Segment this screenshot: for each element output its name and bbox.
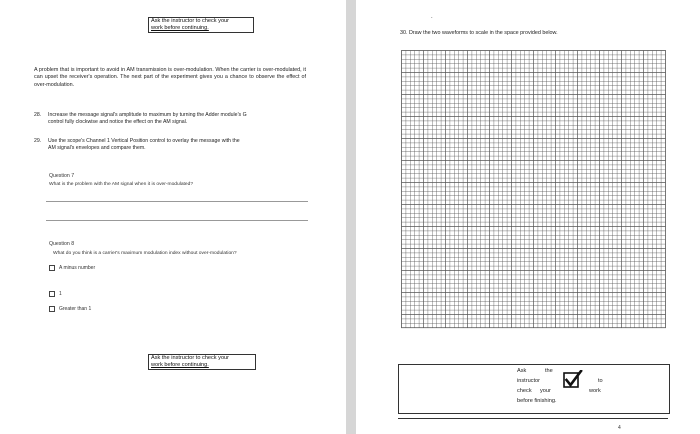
checkbox-checked-icon [563, 370, 583, 390]
step-number: 29. [34, 138, 42, 144]
finish-word-the: the [545, 368, 553, 374]
graph-paper-svg[interactable] [401, 50, 667, 330]
instructor-box-line1: Ask the instructor to check your [151, 18, 230, 24]
step-line: control fully clockwise and notice the effect on the AM signal. [48, 119, 188, 126]
step-29 [34, 138, 314, 154]
finish-word-to: to [598, 378, 603, 384]
step-number: 28. [34, 112, 42, 118]
step-text [48, 138, 240, 152]
drawing-grid[interactable] [401, 50, 667, 330]
instructor-finish-box [398, 364, 670, 414]
instructor-check-box-bottom [148, 354, 256, 370]
checkbox-icon[interactable] [49, 291, 55, 297]
instructor-check-box-top [148, 17, 254, 33]
bottom-rule [398, 418, 668, 419]
step-text [48, 112, 247, 126]
question7-text: What is the problem with the AM signal when it is over-modulated? [49, 182, 194, 187]
intro-paragraph: A problem that is important to avoid in AM transmission is over-modulation. When the carrier is over-modulated, it can upset the receiver's operation. The next part of the experiment gives you a chance to observe the effect of over-modulation. [34, 67, 306, 88]
answer-line-2[interactable] [46, 220, 308, 221]
finish-word-ask: Ask [517, 368, 527, 374]
answer-line-1[interactable] [46, 201, 308, 202]
option-label: A minus number [59, 265, 96, 271]
checkbox-icon[interactable] [49, 306, 55, 312]
finish-word-your: your [540, 388, 551, 394]
finish-word-before-finishing: before finishing. [517, 398, 557, 404]
finish-word-check: check [517, 388, 532, 394]
page-number: 4 [618, 425, 621, 431]
question7-label: Question 7 [49, 173, 75, 179]
option-label: 1 [59, 291, 62, 297]
finish-word-work: work [589, 388, 601, 394]
option-greater-than-one[interactable] [49, 306, 91, 312]
instructor-box-line2: work before continuing. [151, 25, 209, 31]
stray-dot: . [431, 14, 433, 20]
option-label: Greater than 1 [59, 306, 92, 312]
finish-word-instructor: instructor [517, 378, 541, 384]
step-line: Use the scope's Channel 1 Vertical Position control to overlay the message with the [48, 138, 240, 144]
page-gap [346, 0, 356, 434]
step-line: Increase the message signal's amplitude to maximum by turning the Adder module's G [48, 112, 247, 118]
checkbox-icon[interactable] [49, 265, 55, 271]
step-30-instruction: 30. Draw the two waveforms to scale in the space provided below. [400, 30, 558, 36]
step-28 [34, 112, 314, 128]
question8-label: Question 8 [49, 241, 75, 247]
instructor-box-line1: Ask the instructor to check your [151, 355, 230, 361]
option-one[interactable] [49, 291, 62, 297]
instructor-box-line2: work before continuing. [151, 362, 209, 368]
step-line: AM signal's envelopes and compare them. [48, 145, 146, 152]
question8-text: What do you think is a carrier's maximum modulation index without over-modulation? [53, 251, 237, 256]
option-a-minus-number[interactable] [49, 265, 95, 271]
